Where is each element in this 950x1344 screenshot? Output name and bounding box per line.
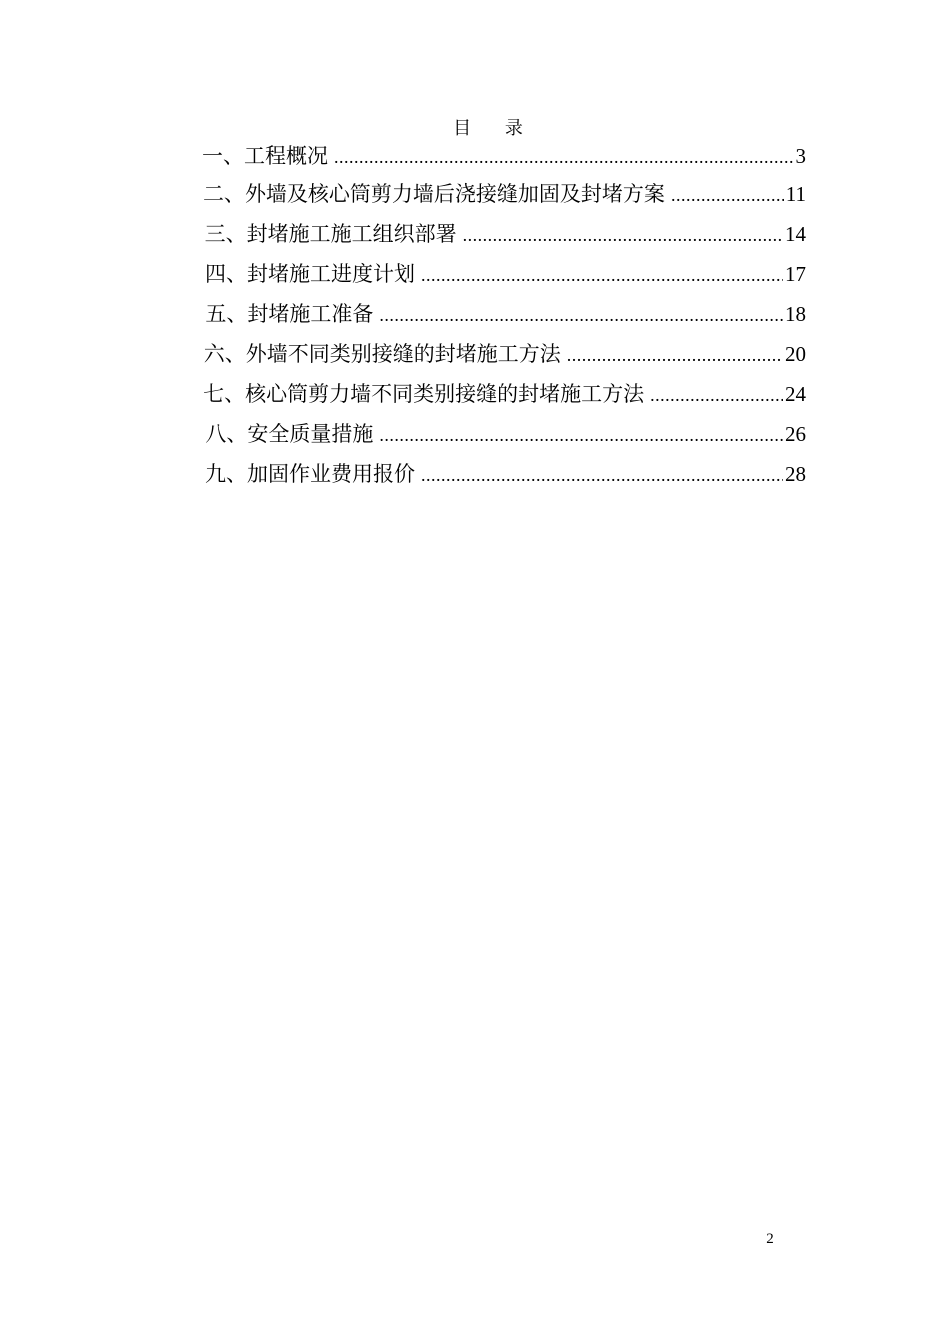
toc-entry-text: 封堵施工施工组织部署 [246,222,457,246]
toc-entry-text: 封堵施工进度计划 [247,262,416,286]
toc-entry-6[interactable] [202,338,806,378]
toc-entry-page: 28 [785,462,806,486]
toc-entry-7[interactable] [202,378,806,418]
toc-entry-text: 核心筒剪力墙不同类别接缝的封堵施工方法 [245,382,645,406]
toc-entry-8[interactable] [202,418,806,458]
toc-entry-page: 18 [785,302,806,326]
toc-entry-text: 封堵施工准备 [247,302,374,326]
toc-entry-1[interactable] [202,140,806,178]
toc-entry-page: 24 [785,382,806,406]
toc-dot-leader [650,379,783,411]
toc-dot-leader [379,299,783,331]
toc-entry-number: 四、 [205,262,248,286]
toc-dot-leader [421,459,783,491]
toc-title: 目 录 [453,118,537,139]
toc-entry-3[interactable] [202,218,806,258]
toc-entry-number: 一、 [202,144,244,168]
toc-entry-text: 外墙不同类别接缝的封堵施工方法 [245,342,561,366]
toc-dot-leader [421,259,783,291]
toc-dot-leader [334,141,794,173]
toc-entry-5[interactable] [202,298,806,338]
toc-entry-number: 五、 [205,302,248,326]
toc-entry-text: 工程概况 [244,144,328,168]
toc-entry-9[interactable] [202,458,806,498]
toc-entry-page: 17 [785,262,806,286]
toc-entry-number: 三、 [204,222,247,246]
toc-dot-leader [671,179,784,211]
toc-entry-number: 九、 [205,462,248,486]
toc-entry-number: 二、 [202,182,245,206]
toc-entry-number: 六、 [203,342,246,366]
toc-entry-page: 26 [785,422,806,446]
toc-entry-page: 3 [795,144,806,168]
toc-entry-2[interactable] [202,178,806,218]
toc-entry-page: 14 [785,222,806,246]
toc-dot-leader [379,419,783,451]
toc-dot-leader [567,339,783,371]
toc-entry-number: 八、 [205,422,248,446]
toc-entry-text: 外墙及核心筒剪力墙后浇接缝加固及封堵方案 [244,182,665,206]
toc-entry-text: 加固作业费用报价 [247,462,416,486]
toc-entry-4[interactable] [202,258,806,298]
toc-entry-text: 安全质量措施 [247,422,374,446]
toc-dot-leader [463,219,783,251]
toc-list [202,140,806,498]
toc-entry-number: 七、 [203,382,246,406]
page-number: 2 [766,1231,774,1247]
toc-entry-page: 20 [785,342,806,366]
toc-entry-page: 11 [785,182,806,206]
